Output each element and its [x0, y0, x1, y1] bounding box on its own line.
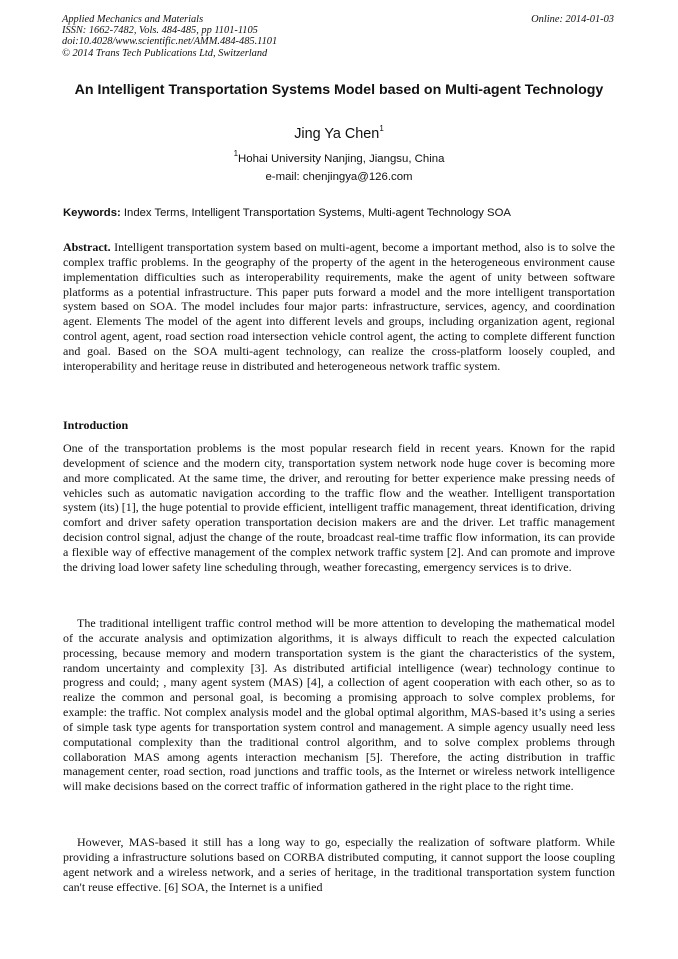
journal-header — [62, 14, 614, 59]
abstract-text: Intelligent transportation system based on multi-agent, become a important method, also is to solve the complex traffic problems. In the geography of the property of the agent in the heterogeneous environment cause implementation difficulties such as interoperability requirements, make the agent of unity between software platforms as a potential infrastructure. This paper puts forward a model and the more intelligent transportation system based on SOA. The model includes four major parts: infrastructure, services, agency, and coordination agent. Elements The model of the agent into different levels and groups, including organization agent, regional control agent, agent, road section road intersection vehicle control agent, the acting to complete different function and goal. Based on the SOA multi-agent technology, can realize the cross-platform loosely coupled, and interoperability and heritage reuse in distributed and heterogeneous network traffic system. — [63, 240, 615, 373]
author-line — [62, 121, 616, 143]
affiliation-marker: 1 — [233, 149, 239, 158]
intro-paragraph-2: The traditional intelligent traffic control method will be more attention to developing the mathematical model of the accurate analysis and optimization algorithms, it is always difficult to reach the expected calculation processing, because memory and modern transportation system is the giant the characteristics of the system, random uncertainty and complexity [3]. As distributed artificial intelligence (wear) technology continue to progress and could; , many agent system (MAS) [4], a collection of agent cooperation with each other, so as to realize the common and personal goal, is becoming a promising approach to solve complex problems, for example: the traffic. Not complex analysis model and the global optimal algorithm, MAS-based it’s using a series of simple task type agents for transportation system control and management. A simple agency usually need less computational complexity than the traditional control algorithm, and to solve complex problems through collaboration MAS among agents interaction mechanism [5]. Therefore, the acting distribution in traffic management center, road section, road junctions and traffic tools, as the Internet or wireless network intelligence will make decisions based on the correct traffic of information gathered in the right place to the right time. — [63, 616, 615, 794]
abstract-label: Abstract. — [63, 240, 111, 254]
affiliation-text: Hohai University Nanjing, Jiangsu, China — [238, 152, 445, 165]
intro-paragraph-1: One of the transportation problems is the most popular research field in recent years. Known for the rapid development of science and the modern city, transportation system network node huge cover is becoming more and more complicated. At the same time, the driver, and rerouting for better experience make pressing needs of vehicles such as automatic navigation according to the traffic flow and the weather. Intelligent transportation system (its) [1], the huge potential to provide efficient, intelligent traffic management, threat identification, driving comfort and driver safety operation transportation decision makers are and the driver. Let traffic management decision control signal, adjust the change of the route, broadcast real-time traffic flow information, its can provide a flexible way of effective management of the complex network traffic system [2]. And can promote and improve the driving load lower safety line scheduling through, weather forecasting, emergency services is to drive. — [63, 441, 615, 574]
online-date: Online: 2014-01-03 — [531, 14, 614, 25]
author-email[interactable]: e-mail: chenjingya@126.com — [265, 171, 413, 183]
abstract-paragraph — [63, 240, 615, 374]
journal-issn: ISSN: 1662-7482, Vols. 484-485, pp 1101-1105 — [62, 25, 258, 37]
section-heading-introduction: Introduction — [63, 418, 129, 432]
affiliation-line — [62, 148, 616, 166]
journal-name: Applied Mechanics and Materials — [62, 14, 204, 25]
journal-doi[interactable]: doi:10.4028/www.scientific.net/AMM.484-485.1101 — [62, 36, 278, 48]
journal-copyright: © 2014 Trans Tech Publications Ltd, Switzerland — [62, 47, 268, 59]
keywords-text: Index Terms, Intelligent Transportation Systems, Multi-agent Technology SOA — [120, 207, 511, 219]
intro-paragraph-3: However, MAS-based it still has a long way to go, especially the realization of software platform. While providing a infrastructure solutions based on CORBA distributed computing, it cannot support the loose coupling agent network and a wireless network, and a series of heritage, in the traditional transportation system function can't reuse effective. [6] SOA, the Internet is a unified — [63, 835, 615, 894]
author-name: Jing Ya Chen — [294, 125, 380, 142]
author-affiliation-marker: 1 — [379, 124, 384, 133]
keywords-label: Keywords: — [63, 207, 121, 219]
keywords-line — [63, 206, 615, 220]
paper-title: An Intelligent Transportation Systems Model based on Multi-agent Technology — [74, 82, 604, 98]
